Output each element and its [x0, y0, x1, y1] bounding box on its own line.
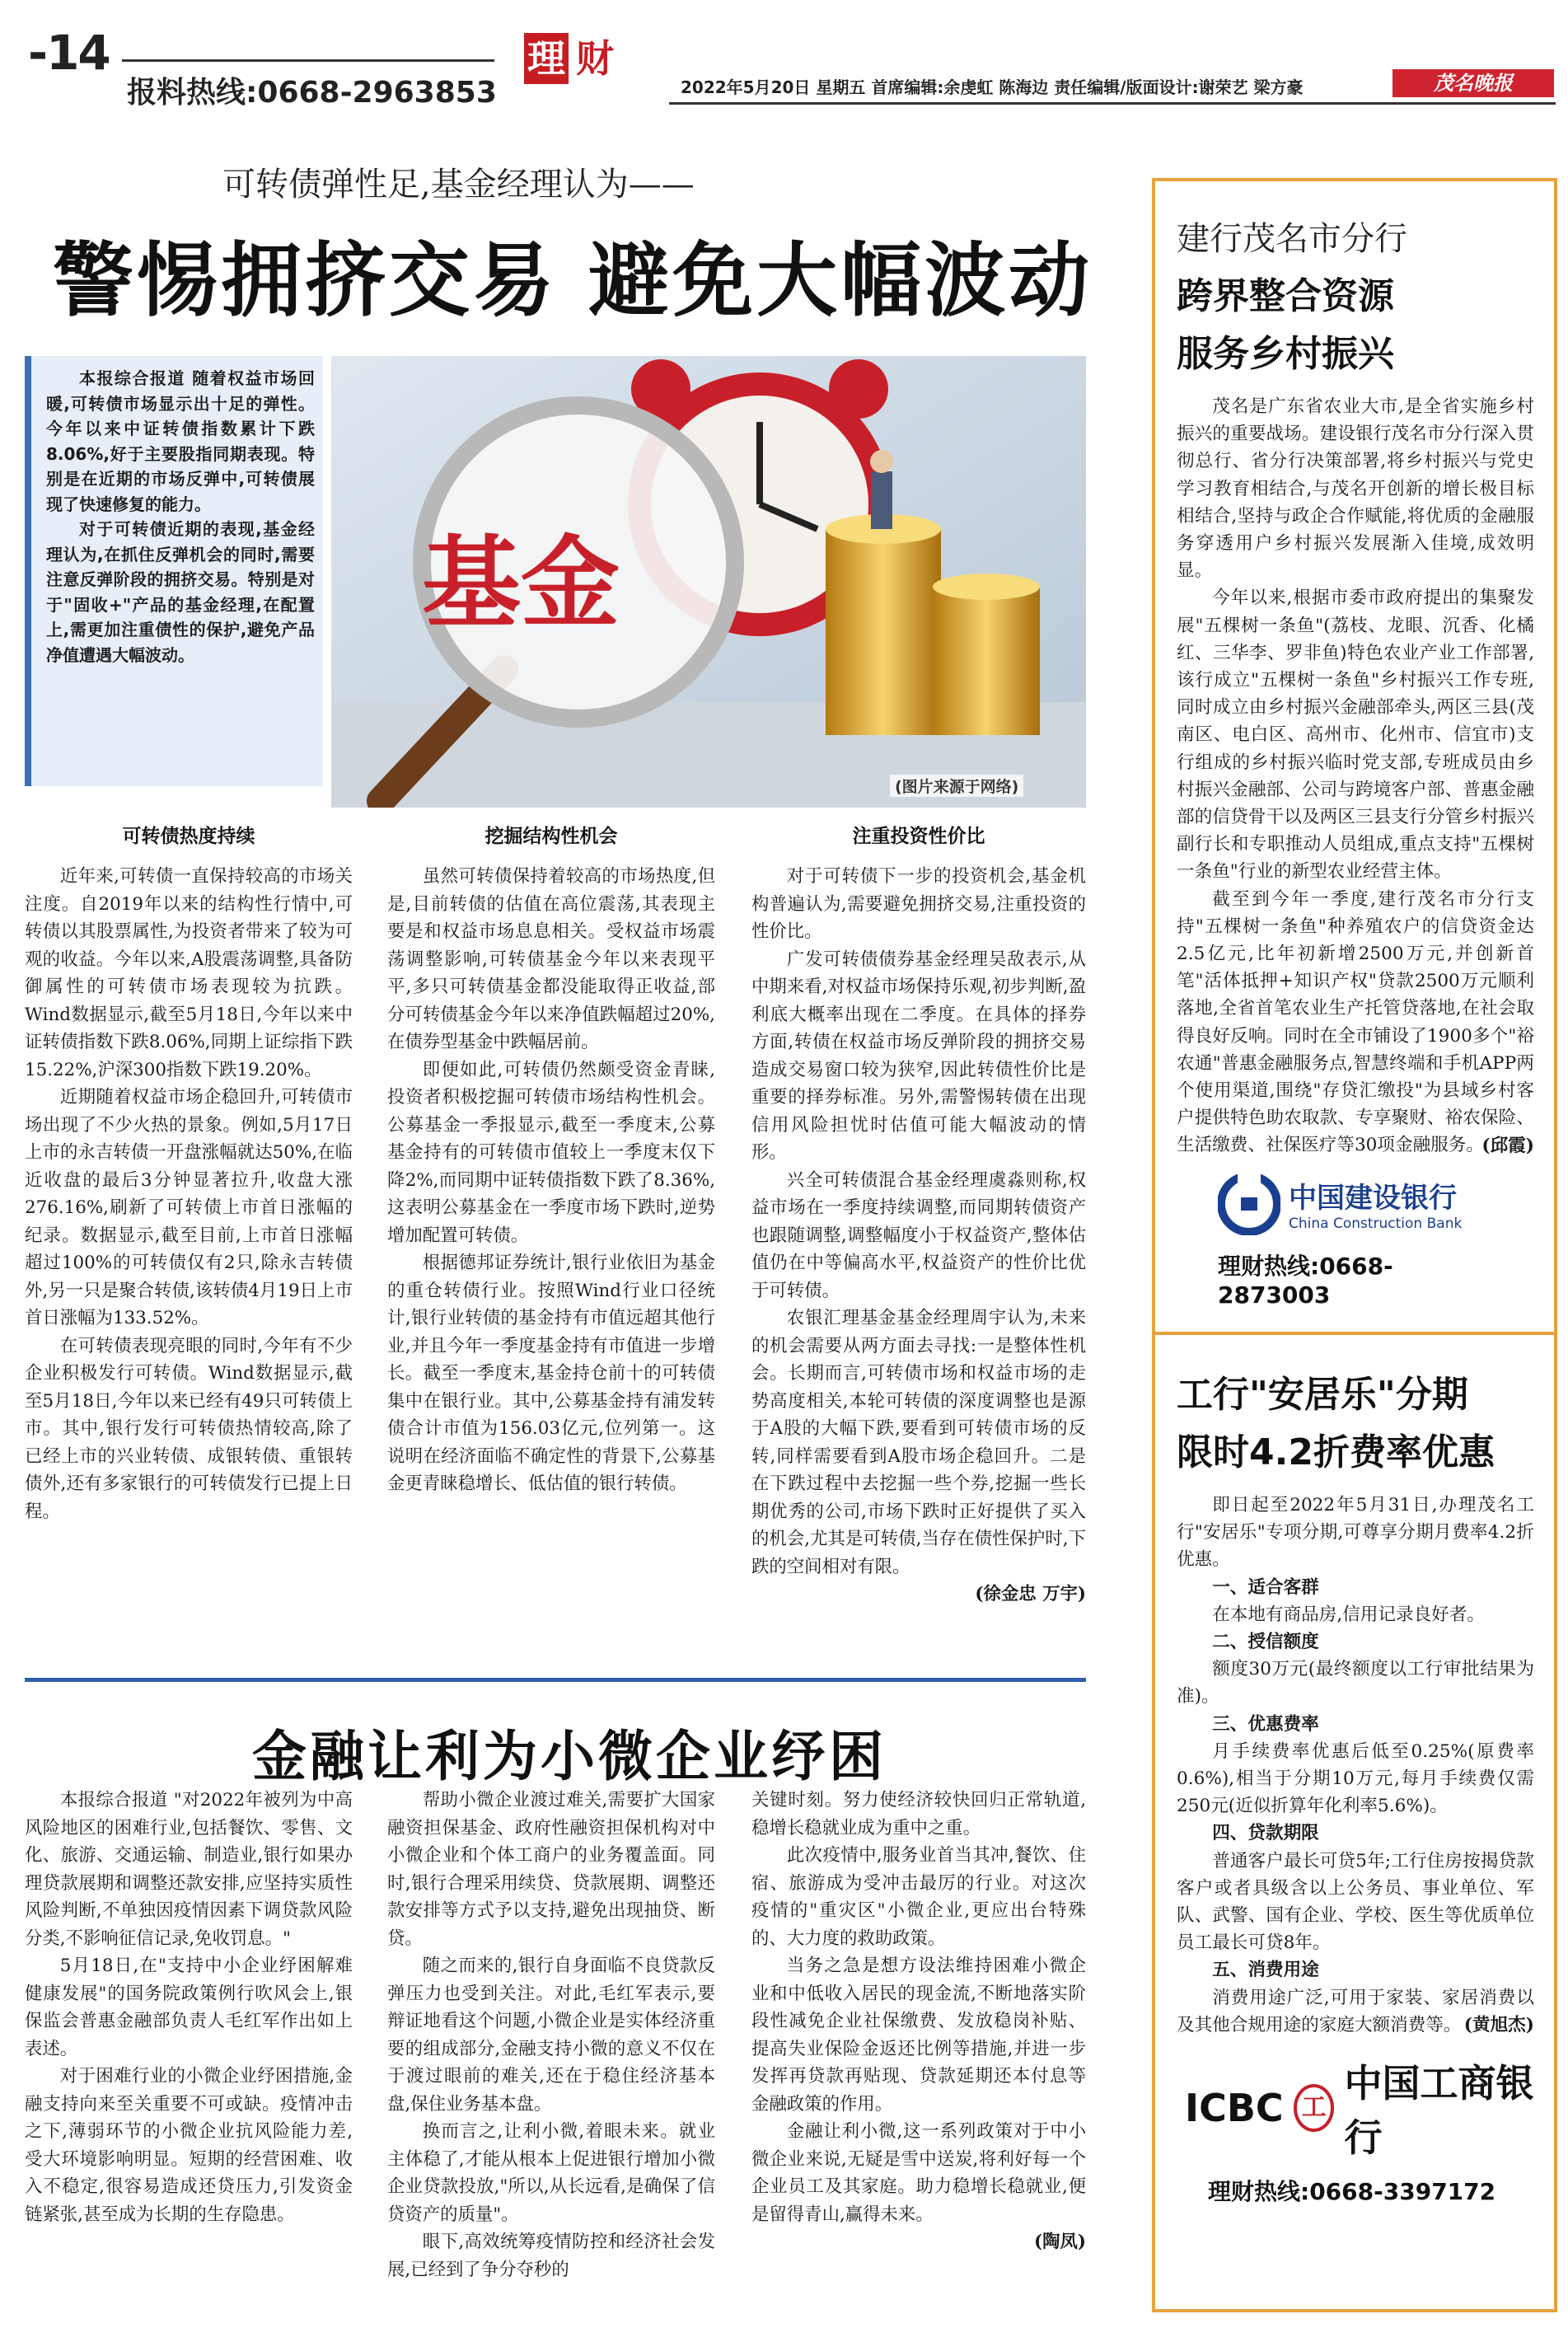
byline: (黄旭杰)	[1463, 2014, 1534, 2035]
icbc-seal-icon: 工	[1294, 2084, 1335, 2132]
sidebar-box	[1152, 178, 1557, 2312]
paragraph: 眼下,高效统筹疫情防控和经济社会发展,已经到了争分夺秒的	[387, 2232, 715, 2280]
icbc-ad	[1185, 2054, 1534, 2207]
item-label: 四、贷款期限	[1212, 1823, 1319, 1844]
ccb-bank-name: 中国建设银行	[1289, 1182, 1457, 1216]
article1-photo	[331, 356, 1086, 808]
byline: (邱霞)	[1481, 1135, 1534, 1156]
paragraph: 关键时刻。努力使经济较快回归正常轨道,稳增长稳就业成为重中之重。	[751, 1790, 1086, 1839]
paragraph: 对于可转债下一步的投资机会,基金机构普遍认为,需要避免拥挤交易,注重投资的性价比。	[751, 866, 1086, 942]
section-divider	[25, 1678, 1086, 1682]
paragraph: 即日起至2022年5月31日,办理茂名工行"安居乐"专项分期,可尊享分期月费率4.2折优惠。	[1177, 1494, 1534, 1571]
ccb-ad	[1218, 1173, 1480, 1309]
section-label-right: 财	[576, 36, 614, 81]
item-text: 消费用途广泛,可用于家装、家居消费以及其他合规用途的家庭大额消费等。	[1177, 1987, 1534, 2035]
paragraph: 当务之急是想方设法维持困难小微企业和中低收入居民的现金流,不断地落实阶段性减免企业社保缴费、发放稳岗补贴、提高失业保险金返还比例等措施,并进一步发挥再贷款再贴现、贷款延期还本付息等金融政策的作用。	[751, 1956, 1086, 2115]
icbc-hotline: 理财热线:0668-3397172	[1208, 2178, 1496, 2206]
item-label: 一、适合客群	[1212, 1576, 1319, 1598]
article1-headline: 警惕拥挤交易 避免大幅波动	[53, 233, 1093, 328]
sidebar2-headline-2: 限时4.2折费率优惠	[1177, 1431, 1495, 1473]
paragraph: 5月18日,在"支持中小企业纾困解难健康发展"的国务院政策例行吹风会上,银保监会普惠金融部负责人毛红军作出如上表述。	[25, 1956, 353, 2059]
paragraph: 虽然可转债保持着较高的市场热度,但是,目前转债的估值在高位震荡,其表现主要是和权益市场息息相关。受权益市场震荡调整影响,可转债基金今年以来表现平平,多只可转债基金都没能取得正收益,部分可转债基金今年以来净值跌幅超过20%,在债券型基金中跌幅居前。	[387, 866, 715, 1052]
article2-headline: 金融让利为小微企业纾困	[252, 1724, 887, 1788]
paragraph: 在可转债表现亮眼的同时,今年有不少企业积极发行可转债。Wind数据显示,截至5月18日,今年以来已经有49只可转债上市。其中,银行发行可转债热情较高,除了已经上市的兴业转债、成银转债、重银转债外,还有多家银行的可转债发行已提上日程。	[25, 1335, 353, 1522]
ccb-hotline: 理财热线:0668-2873003	[1218, 1252, 1393, 1309]
news-hotline: 报料热线:0668-2963853	[127, 76, 497, 110]
item-text: 普通客户最长可贷5年;工行住房按揭贷款客户或者具级含以上公务员、事业单位、军队、武警、国有企业、学校、医生等优质单位员工最长可贷8年。	[1177, 1850, 1534, 1954]
column-heading: 可转债热度持续	[122, 826, 255, 847]
article2-column-2	[387, 1787, 715, 2284]
item-text: 额度30万元(最终额度以工行审批结果为准)。	[1177, 1659, 1534, 1707]
paragraph: 金融让利小微,这一系列政策对于中小微企业来说,无疑是雪中送炭,将利好每一个企业员工及其家庭。助力稳增长稳就业,便是留得青山,赢得未来。	[751, 2121, 1086, 2225]
dateline: 2022年5月20日 星期五 首席编辑:余虔虹 陈海边 责任编辑/版面设计:谢荣艺 梁方豪	[681, 77, 1304, 97]
article1-column-3	[751, 821, 1086, 1609]
paragraph: 即便如此,可转债仍然颇受资金青睐,投资者积极挖掘可转债市场结构性机会。公募基金一季报显示,截至一季度末,公募基金持有的可转债市值较上一季度末仅下降2%,而同期中证转债指数下跌了8.36%,这表明公募基金在一季度市场下跌时,逆势增加配置可转债。	[387, 1059, 715, 1246]
masthead-logo: 茂名晚报	[1392, 69, 1554, 97]
paragraph: 根据德邦证券统计,银行业依旧为基金的重仓转债行业。按照Wind行业口径统计,银行业转债的基金持有市值远超其他行业,并且今年一季度基金持有市值进一步增长。截至一季度末,基金持仓前十的可转债集中在银行业。其中,公募基金持有浦发转债合计市值为156.03亿元,位列第一。这说明在经济面临不确定性的背景下,公募基金更青睐稳增长、低估值的银行转债。	[387, 1253, 715, 1494]
icbc-bank-name: 中国工商银行	[1344, 2061, 1534, 2161]
photo-credit: (图片来源于网络)	[890, 775, 1023, 797]
sidebar1-headline-2: 服务乡村振兴	[1177, 333, 1394, 375]
intro-paragraph: 本报综合报道 随着权益市场回暖,可转债市场显示出十足的弹性。今年以来中证转债指数累计下跌8.06%,好于主要股指同期表现。特别是在近期的市场反弹中,可转债展现了快速修复的能力。	[46, 368, 315, 514]
paragraph: 近期随着权益市场企稳回升,可转债市场出现了不少火热的景象。例如,5月17日上市的永吉转债一开盘涨幅就达50%,在临近收盘的最后3分钟显著拉升,收盘大涨276.16%,刷新了可转债上市首日涨幅的纪录。数据显示,截至目前,上市首日涨幅超过100%的可转债仅有2只,除永吉转债外,另一只是聚合转债,该转债4月19日上市首日涨幅为133.52%。	[25, 1087, 353, 1328]
article1-subhead: 可转债弹性足,基金经理认为——	[222, 166, 695, 204]
paragraph: 今年以来,根据市委市政府提出的集聚发展"五棵树一条鱼"(荔枝、龙眼、沉香、化橘红、三华李、罗非鱼)特色农业产业工作部署,该行成立"五棵树一条鱼"乡村振兴工作专班,同时成立由乡村振兴金融部牵头,两区三县(茂南区、电白区、高州市、化州市、信宜市)支行组成的乡村振兴临时党支部,专班成员由乡村振兴金融部、公司与跨境客户部、普惠金融部的信贷骨干以及两区三县支行分管乡村振兴副行长和专职推动人员组成,重点支持"五棵树一条鱼"行业的新型农业经营主体。	[1177, 588, 1534, 883]
item-label: 三、优惠费率	[1212, 1713, 1319, 1735]
sidebar1-subhead: 建行茂名市分行	[1177, 220, 1407, 258]
paragraph: 农银汇理基金基金经理周宇认为,未来的机会需要从两方面去寻找:一是整体性机会。长期而言,可转债市场和权益市场的走势高度相关,本轮可转债的深度调整也是源于A股的大幅下跌,要看到可转债市场的反转,同样需要看到A股市场企稳回升。二是在下跌过程中去挖掘一些个券,挖掘一些长期优秀的公司,市场下跌时正好提供了买入的机会,尤其是可转债,当存在债性保护时,下跌的空间相对有限。	[751, 1308, 1086, 1577]
ccb-bank-name-en: China Construction Bank	[1289, 1216, 1463, 1233]
item-label: 二、授信额度	[1212, 1631, 1319, 1652]
icbc-logo-text: ICBC	[1185, 2086, 1284, 2131]
item-text: 月手续费率优惠后低至0.25%(原费率0.6%),相当于分期10万元,每月手续费仅需250元(近似折算年化利率5.6%)。	[1177, 1740, 1534, 1817]
article2-column-1	[25, 1787, 353, 2228]
page-number: -14	[28, 25, 110, 81]
article2-column-3	[751, 1787, 1086, 2256]
header-bottom-rule	[669, 102, 1556, 105]
paragraph: 帮助小微企业渡过难关,需要扩大国家融资担保基金、政府性融资担保机构对中小微企业和个体工商户的业务覆盖面。同时,银行合理采用续贷、贷款展期、调整还款安排等方式予以支持,避免出现抽贷、断贷。	[387, 1790, 715, 1949]
article1-column-2	[387, 821, 715, 1498]
paragraph: 兴全可转债混合基金经理虞淼则称,权益市场在一季度持续调整,而同期转债资产也跟随调整,调整幅度小于权益资产,整体估值仍在中等偏高水平,权益资产的性价比优于可转债。	[751, 1169, 1086, 1301]
column-heading: 注重投资性价比	[852, 826, 985, 847]
column-heading: 挖掘结构性机会	[484, 826, 618, 847]
byline: (陶凤)	[1033, 2232, 1086, 2252]
paragraph: 此次疫情中,服务业首当其冲,餐饮、住宿、旅游成为受冲击最厉的行业。对这次疫情的"重灾区"小微企业,更应出台特殊的、大力度的救助政策。	[751, 1845, 1086, 1949]
item-label: 五、消费用途	[1212, 1960, 1319, 1981]
header-rule	[122, 59, 494, 62]
paragraph: 随之而来的,银行自身面临不良贷款反弹压力也受到关注。对此,毛红军表示,要辩证地看这个问题,小微企业是实体经济重要的组成部分,金融支持小微的意义不仅在于渡过眼前的难关,还在于稳住经济基本盘,保住业务基本盘。	[387, 1956, 715, 2115]
photo-text-fund: 基金	[422, 525, 620, 641]
paragraph: 近年来,可转债一直保持较高的市场关注度。自2019年以来的结构性行情中,可转债以其股票属性,为投资者带来了较为可观的收益。今年以来,A股震荡调整,具备防御属性的可转债市场表现较为抗跌。Wind数据显示,截至5月18日,今年以来中证转债指数下跌8.06%,同期上证综指下跌15.22%,沪深300指数下跌19.20%。	[25, 866, 353, 1080]
sidebar2-headline-1: 工行"安居乐"分期	[1177, 1373, 1468, 1416]
ccb-logo-icon	[1218, 1173, 1280, 1235]
paragraph: 截至到今年一季度,建行茂名市分行支持"五棵树一条鱼"种养殖农户的信贷资金达2.5亿元,比年初新增2500万元,并创新首笔"活体抵押+知识产权"贷款2500万元顺利落地,全省首笔农业生产托管贷落地,在社会取得良好反响。同时在全市铺设了1900多个"裕农通"普惠金融服务点,智慧终端和手机APP两个使用渠道,围绕"存贷汇缴投"为县域乡村客户提供特色助农取款、专享聚财、裕农保险、生活缴费、社保医疗等30项金融服务。	[1177, 888, 1534, 1156]
article1-intro-box	[25, 356, 323, 786]
section-label-left: 理	[524, 33, 569, 84]
byline: (徐金忠 万宇)	[975, 1584, 1086, 1604]
intro-paragraph: 对于可转债近期的表现,基金经理认为,在抓住反弹机会的同时,需要注意反弹阶段的拥挤交易。特别是对于"固收+"产品的基金经理,在配置上,需更加注重债性的保护,避免产品净值遭遇大幅波动。	[46, 519, 315, 665]
item-text: 在本地有商品房,信用记录良好者。	[1212, 1604, 1485, 1625]
paragraph: 本报综合报道 "对2022年被列为中高风险地区的困难行业,包括餐饮、零售、文化、旅游、交通运输、制造业,银行如果办理贷款展期和调整还款安排,应坚持实质性风险判断,不单独因疫情因素下调贷款风险分类,不影响征信记录,免收罚息。"	[25, 1790, 353, 1949]
paragraph: 茂名是广东省农业大市,是全省实施乡村振兴的重要战场。建设银行茂名市分行深入贯彻总行、省分行决策部署,将乡村振兴与党史学习教育相结合,与茂名开创新的增长极目标相结合,坚持与政企合作赋能,将优质的金融服务穿透用户乡村振兴发展渐入佳境,成效明显。	[1177, 396, 1534, 582]
sidebar1-headline-1: 跨界整合资源	[1177, 275, 1394, 317]
paragraph: 对于困难行业的小微企业纾困措施,金融支持向来至关重要不可或缺。疫情冲击之下,薄弱环节的小微企业抗风险能力差,受大环境影响明显。短期的经营困难、收入不稳定,很容易造成还贷压力,引发资金链紧张,甚至成为长期的生存隐患。	[25, 2066, 353, 2225]
paragraph: 广发可转债债券基金经理吴敌表示,从中期来看,对权益市场保持乐观,初步判断,盈利底大概率出现在二季度。在具体的择券方面,转债在权益市场反弹阶段的拥挤交易造成交易窗口较为狭窄,因此转债性价比是重要的择券标准。另外,需警惕转债在出现信用风险担忧时估值可能大幅波动的情形。	[751, 949, 1086, 1163]
paragraph: 换而言之,让利小微,着眼未来。就业主体稳了,才能从根本上促进银行增加小微企业贷款投放,"所以,从长远看,是确保了信贷资产的质量"。	[387, 2121, 715, 2225]
article1-column-1	[25, 821, 353, 1525]
